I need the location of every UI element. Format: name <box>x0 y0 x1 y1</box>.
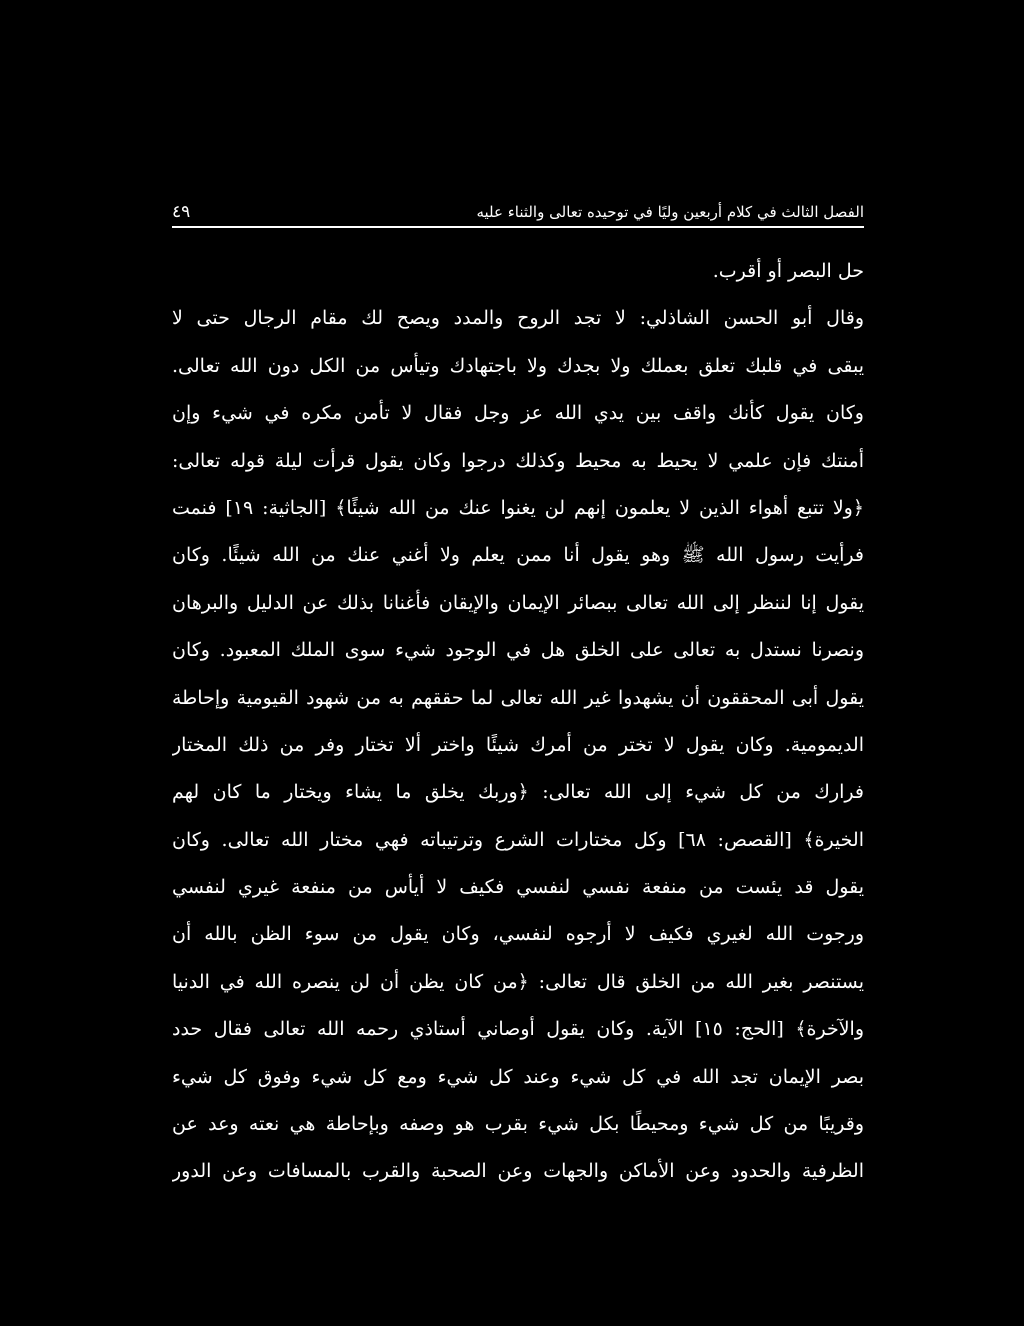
text-line: الديمومية. وكان يقول لا تختر من أمرك شيئًا واختر ألا تختار وفر من ذلك المختار <box>172 733 864 756</box>
text-line: ورجوت الله لغيري فكيف لا أرجوه لنفسي، وكان يقول من سوء الظن بالله أن <box>172 923 864 946</box>
text-line: أمنتك فإن علمي لا يحيط به محيط وكذلك درجوا وكان يقول قرأت ليلة قوله تعالى: <box>172 449 864 472</box>
text-line: فرأيت رسول الله ﷺ وهو يقول أنا ممن يعلم ولا أغني عنك من الله شيئًا. وكان <box>172 544 864 567</box>
text-line: بصر الإيمان تجد الله في كل شيء وعند كل شيء ومع كل شيء وفوق كل شيء <box>172 1065 864 1088</box>
header-rule <box>172 226 864 228</box>
text-line: يستنصر بغير الله من الخلق قال تعالى: ﴿من كان يظن أن لن ينصره الله في الدنيا <box>172 970 864 993</box>
text-line: وكان يقول كأنك واقف بين يدي الله عز وجل فقال لا تأمن مكره في شيء وإن <box>172 402 864 425</box>
text-line: يقول إنا لننظر إلى الله تعالى ببصائر الإيمان والإيقان فأغنانا بذلك عن الدليل والبرهان <box>172 591 864 614</box>
text-line: ﴿ولا تتبع أهواء الذين لا يعلمون إنهم لن يغنوا عنك من الله شيئًا﴾ [الجاثية: ١٩] فنمت <box>172 496 864 519</box>
body-text <box>172 248 864 1196</box>
page-number: ٤٩ <box>172 202 191 222</box>
running-title: الفصل الثالث في كلام أربعين وليًا في توحيده تعالى والثناء عليه <box>476 203 864 221</box>
text-line: وقريبًا من كل شيء ومحيطًا بكل شيء بقرب هو وصفه وبإحاطة هي نعته وعد عن <box>172 1113 864 1136</box>
text-line: الخيرة﴾ [القصص: ٦٨] وكل مختارات الشرع وترتيباته فهي مختار الله تعالى. وكان <box>172 828 864 851</box>
text-line: حل البصر أو أقرب. <box>712 260 864 282</box>
text-line: الظرفية والحدود وعن الأماكن والجهات وعن الصحبة والقرب بالمسافات وعن الدور <box>172 1160 864 1183</box>
text-line: ونصرنا نستدل به تعالى على الخلق هل في الوجود شيء سوى الملك المعبود. وكان <box>172 639 864 662</box>
text-line: يقول أبى المحققون أن يشهدوا غير الله تعالى لما حققهم به من شهود القيومية وإحاطة <box>172 686 864 709</box>
page-header <box>172 190 864 222</box>
text-line: يبقى في قلبك تعلق بعملك ولا بجدك ولا باجتهادك وتيأس من الكل دون الله تعالى. <box>172 354 864 377</box>
text-line: فرارك من كل شيء إلى الله تعالى: ﴿وربك يخلق ما يشاء ويختار ما كان لهم <box>172 781 864 804</box>
text-line: وقال أبو الحسن الشاذلي: لا تجد الروح والمدد ويصح لك مقام الرجال حتى لا <box>172 307 864 330</box>
text-line: والآخرة﴾ [الحج: ١٥] الآية. وكان يقول أوصاني أستاذي رحمه الله تعالى فقال حدد <box>172 1018 864 1041</box>
text-line: يقول قد يئست من منفعة نفسي لنفسي فكيف لا أيأس من منفعة غيري لنفسي <box>172 876 864 899</box>
